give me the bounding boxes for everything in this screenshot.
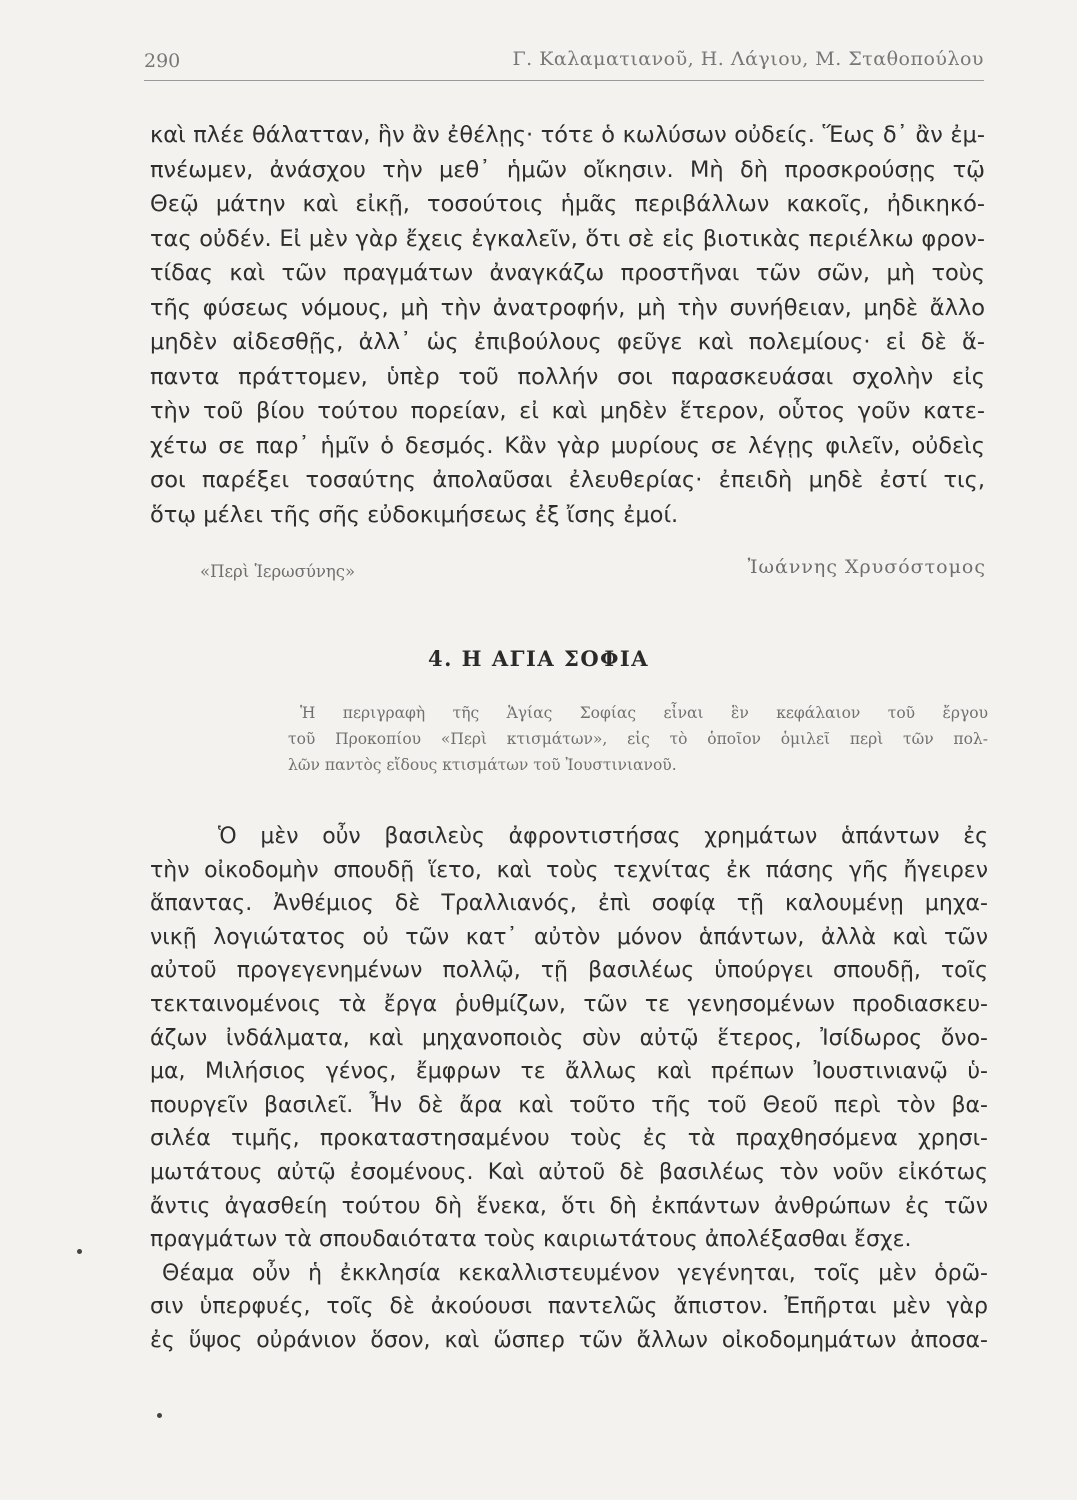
attribution-author: Ἰωάννης Χρυσόστομος: [747, 556, 986, 578]
quote-line: ὅτῳ μέλει τῆς σῆς εὐδοκιμήσεως ἐξ ἴσης ἐμοί.: [150, 501, 679, 528]
intro-line: τοῦ Προκοπίου «Περὶ κτισμάτων», εἰς τὸ ὁποῖον ὁμιλεῖ περὶ τῶν πολ-: [288, 730, 988, 748]
attribution-source: «Περὶ Ἱερωσύνης»: [200, 562, 356, 581]
body-line: άζων ἰνδάλματα, καὶ μηχανοποιὸς σὺν αὐτῷ ἕτερος, Ἰσίδωρος ὄνο-: [150, 1025, 988, 1051]
body-line: μα, Μιλήσιος γένος, ἔμφρων τε ἄλλως καὶ πρέπων Ἰουστινιανῷ ὑ-: [150, 1059, 988, 1085]
quote-line: τῆς φύσεως νόμους, μὴ τὴν ἀνατροφήν, μὴ τὴν συνήθειαν, μηδὲ ἄλλο: [150, 294, 985, 321]
body-line: ἅπαντας. Ἀνθέμιος δὲ Τραλλιανός, ἐπὶ σοφίᾳ τῇ καλουμένῃ μηχα-: [150, 891, 988, 917]
body-line: μωτάτους αὐτῷ ἐσομένους. Καὶ αὐτοῦ δὲ βασιλέως τὸν νοῦν εἰκότως: [150, 1159, 988, 1185]
section-title: 4. Η ΑΓΙΑ ΣΟΦΙΑ: [427, 646, 650, 671]
body-line: αὐτοῦ προγεγενημένων πολλῷ, τῇ βασιλέως ὑπούργει σπουδῇ, τοῖς: [150, 958, 988, 984]
body-line: Ὁ μὲν οὖν βασιλεὺς ἀφροντιστήσας χρημάτων ἁπάντων ἐς: [218, 824, 988, 849]
body-line: ἐς ὕψος οὐράνιον ὅσον, καὶ ὥσπερ τῶν ἄλλων οἰκοδομημάτων ἀποσα-: [150, 1327, 988, 1353]
body-line: σιν ὑπερφυές, τοῖς δὲ ἀκούουσι παντελῶς ἄπιστον. Ἐπῆρται μὲν γὰρ: [150, 1294, 988, 1320]
quote-line: Θεῷ μάτην καὶ εἰκῇ, τοσούτοις ἡμᾶς περιβάλλων κακοῖς, ἠδικηκό-: [150, 191, 985, 217]
body-line: σιλέα τιμῆς, προκαταστησαμένου τοὺς ἐς τὰ πραχθησόμενα χρησι-: [150, 1126, 988, 1152]
body-line: πραγμάτων τὰ σπουδαιότατα τοὺς καιριωτάτους ἀπολέξασθαι ἔσχε.: [150, 1227, 912, 1253]
body-line: πουργεῖν βασιλεῖ. Ἦν δὲ ἄρα καὶ τοῦτο τῆς τοῦ Θεοῦ περὶ τὸν βα-: [150, 1092, 988, 1118]
quote-line: χέτω σε παρ᾽ ἡμῖν ὁ δεσμός. Κἂν γὰρ μυρίους σε λέγῃς φιλεῖν, οὐδεὶς: [150, 432, 985, 459]
section-intro: [288, 700, 988, 778]
quote-line: σοι παρέξει τοσαύτης ἀπολαῦσαι ἐλευθερίας· ἐπειδὴ μηδὲ ἐστί τις,: [150, 467, 985, 493]
running-head: Γ. Καλαματιανοῦ, Η. Λάγιου, Μ. Σταθοπούλου: [512, 48, 984, 70]
quote-line: τας οὐδέν. Εἰ μὲν γὰρ ἔχεις ἐγκαλεῖν, ὅτι σὲ εἰς βιοτικὰς περιέλκω φρον-: [150, 225, 985, 252]
quote-passage: [150, 118, 985, 532]
intro-line: Ἡ περιγραφὴ τῆς Ἁγίας Σοφίας εἶναι ἓν κεφάλαιον τοῦ ἔργου: [300, 704, 988, 722]
intro-line: λῶν παντὸς εἴδους κτισμάτων τοῦ Ἰουστινιανοῦ.: [288, 756, 677, 774]
body-line: νικῇ λογιώτατος οὐ τῶν κατ᾽ αὐτὸν μόνον ἁπάντων, ἀλλὰ καὶ τῶν: [150, 924, 988, 950]
quote-line: πνέωμεν, ἀνάσχου τὴν μεθ᾽ ἡμῶν οἴκησιν. Μὴ δὴ προσκρούσῃς τῷ: [150, 156, 985, 183]
quote-line: τίδας καὶ τῶν πραγμάτων ἀναγκάζω προστῆναι τῶν σῶν, μὴ τοὺς: [150, 260, 985, 286]
body-text: [150, 820, 988, 1358]
quote-line: μηδὲν αἰδεσθῇς, ἀλλ᾽ ὡς ἐπιβούλους φεῦγε καὶ πολεμίους· εἰ δὲ ἅ-: [150, 329, 985, 355]
ink-speck: [157, 1413, 162, 1418]
page-number: 290: [144, 50, 181, 72]
quote-line: παντα πράττομεν, ὑπὲρ τοῦ πολλήν σοι παρασκευάσαι σχολὴν εἰς: [150, 363, 985, 390]
ink-speck: [77, 1249, 82, 1254]
page-header: [144, 44, 984, 81]
quote-line: τὴν τοῦ βίου τούτου πορείαν, εἰ καὶ μηδὲν ἕτερον, οὗτος γοῦν κατε-: [150, 398, 985, 424]
body-line: Θέαμα οὖν ἡ ἐκκλησία κεκαλλιστευμένον γεγένηται, τοῖς μὲν ὁρῶ-: [162, 1260, 988, 1286]
body-line: ἄντις ἀγασθείη τούτου δὴ ἕνεκα, ὅτι δὴ ἐκπάντων ἀνθρώπων ἐς τῶν: [150, 1193, 988, 1219]
body-line: τεκταινομένοις τὰ ἔργα ῥυθμίζων, τῶν τε γενησομένων προδιασκευ-: [150, 991, 988, 1017]
body-line: τὴν οἰκοδομὴν σπουδῇ ἵετο, καὶ τοὺς τεχνίτας ἐκ πάσης γῆς ἤγειρεν: [150, 857, 988, 883]
quote-line: καὶ πλέε θάλατταν, ἣν ἂν ἐθέλῃς· τότε ὁ κωλύσων οὐδείς. Ἕως δ᾽ ἂν ἐμ-: [150, 122, 985, 148]
